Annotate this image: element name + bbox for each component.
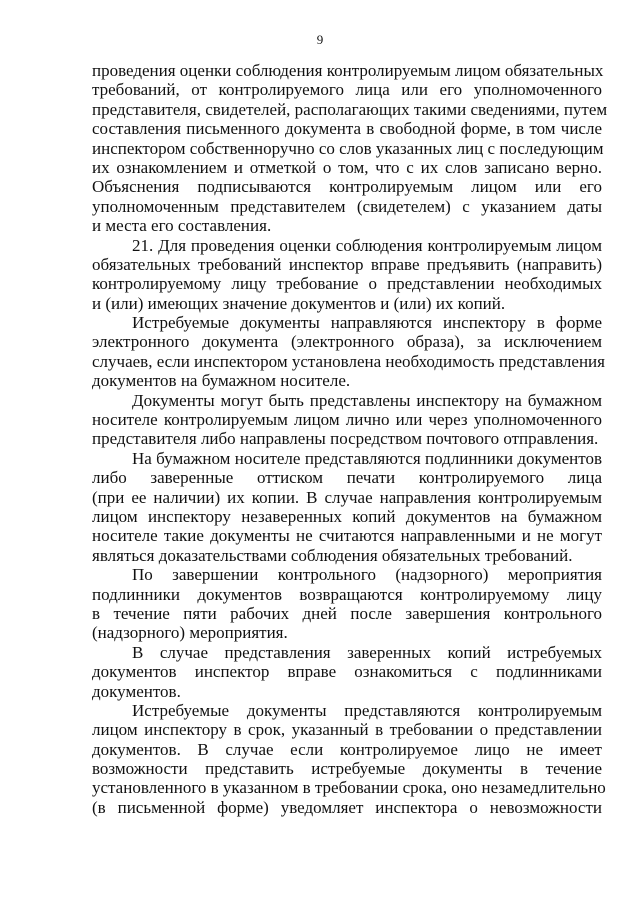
text-line: либо заверенные оттиском печати контролируемого лица bbox=[92, 468, 602, 488]
text-line: Документы могут быть представлены инспектору на бумажном bbox=[132, 390, 602, 410]
text-line: (при ее наличии) их копии. В случае направления контролируемым bbox=[92, 487, 602, 507]
text-line: (надзорного) мероприятия. bbox=[92, 623, 288, 643]
text-line: установленного в указанном в требовании срока, оно незамедлительно bbox=[92, 778, 606, 798]
text-line: случаев, если инспектором установлена необходимость представления bbox=[92, 351, 605, 371]
text-line: В случае представления заверенных копий истребуемых bbox=[132, 642, 602, 662]
text-line: Истребуемые документы направляются инспектору в форме bbox=[132, 313, 602, 333]
text-line: лицом инспектору в срок, указанный в требовании о представлении bbox=[92, 720, 602, 740]
text-line: 21. Для проведения оценки соблюдения контролируемым лицом bbox=[132, 235, 602, 255]
text-line: являться доказательствами соблюдения обязательных требований. bbox=[92, 545, 573, 565]
text-line: представителя, свидетелей, располагающих такими сведениями, путем bbox=[92, 99, 608, 119]
text-line: представителя либо направлены посредством почтового отправления. bbox=[92, 429, 599, 449]
text-line: Объяснения подписываются контролируемым лицом или его bbox=[92, 177, 602, 197]
text-line: электронного документа (электронного образа), за исключением bbox=[92, 332, 602, 352]
text-line: контролируемому лицу требование о представлении необходимых bbox=[92, 274, 602, 294]
text-line: документов. В случае если контролируемое лицо не имеет bbox=[92, 739, 602, 759]
text-line: обязательных требований инспектор вправе предъявить (направить) bbox=[92, 254, 602, 274]
text-line: их ознакомлением и отметкой о том, что с их слов записано верно. bbox=[92, 157, 602, 177]
text-line: На бумажном носителе представляются подлинники документов bbox=[132, 448, 602, 468]
text-line: инспектором собственноручно со слов указанных лиц с последующим bbox=[92, 138, 604, 158]
text-line: носителе контролируемым лицом лично или через уполномоченного bbox=[92, 410, 602, 430]
text-line: и места его составления. bbox=[92, 216, 272, 236]
text-line: Истребуемые документы представляются контролируемым bbox=[132, 700, 602, 720]
page-number: 9 bbox=[316, 32, 324, 47]
text-line: уполномоченным представителем (свидетелем) с указанием даты bbox=[92, 196, 602, 216]
text-line: требований, от контролируемого лица или его уполномоченного bbox=[92, 80, 602, 100]
text-line: составления письменного документа в свободной форме, в том числе bbox=[92, 119, 602, 139]
text-line: возможности представить истребуемые документы в течение bbox=[92, 759, 602, 779]
text-line: лицом инспектору незаверенных копий документов на бумажном bbox=[92, 506, 602, 526]
text-line: документов. bbox=[92, 681, 181, 701]
text-line: и (или) имеющих значение документов и (или) их копий. bbox=[92, 293, 506, 313]
text-line: (в письменной форме) уведомляет инспектора о невозможности bbox=[92, 797, 602, 817]
text-line: подлинники документов возвращаются контролируемому лицу bbox=[92, 584, 602, 604]
text-line: носителе такие документы не считаются направленными и не могут bbox=[92, 526, 602, 546]
text-line: документов инспектор вправе ознакомиться с подлинниками bbox=[92, 662, 602, 682]
document-body bbox=[92, 61, 608, 817]
text-line: документов на бумажном носителе. bbox=[92, 371, 351, 391]
text-line: в течение пяти рабочих дней после завершения контрольного bbox=[92, 603, 602, 623]
text-line: проведения оценки соблюдения контролируемым лицом обязательных bbox=[92, 61, 604, 80]
text-line: По завершении контрольного (надзорного) мероприятия bbox=[132, 565, 602, 585]
